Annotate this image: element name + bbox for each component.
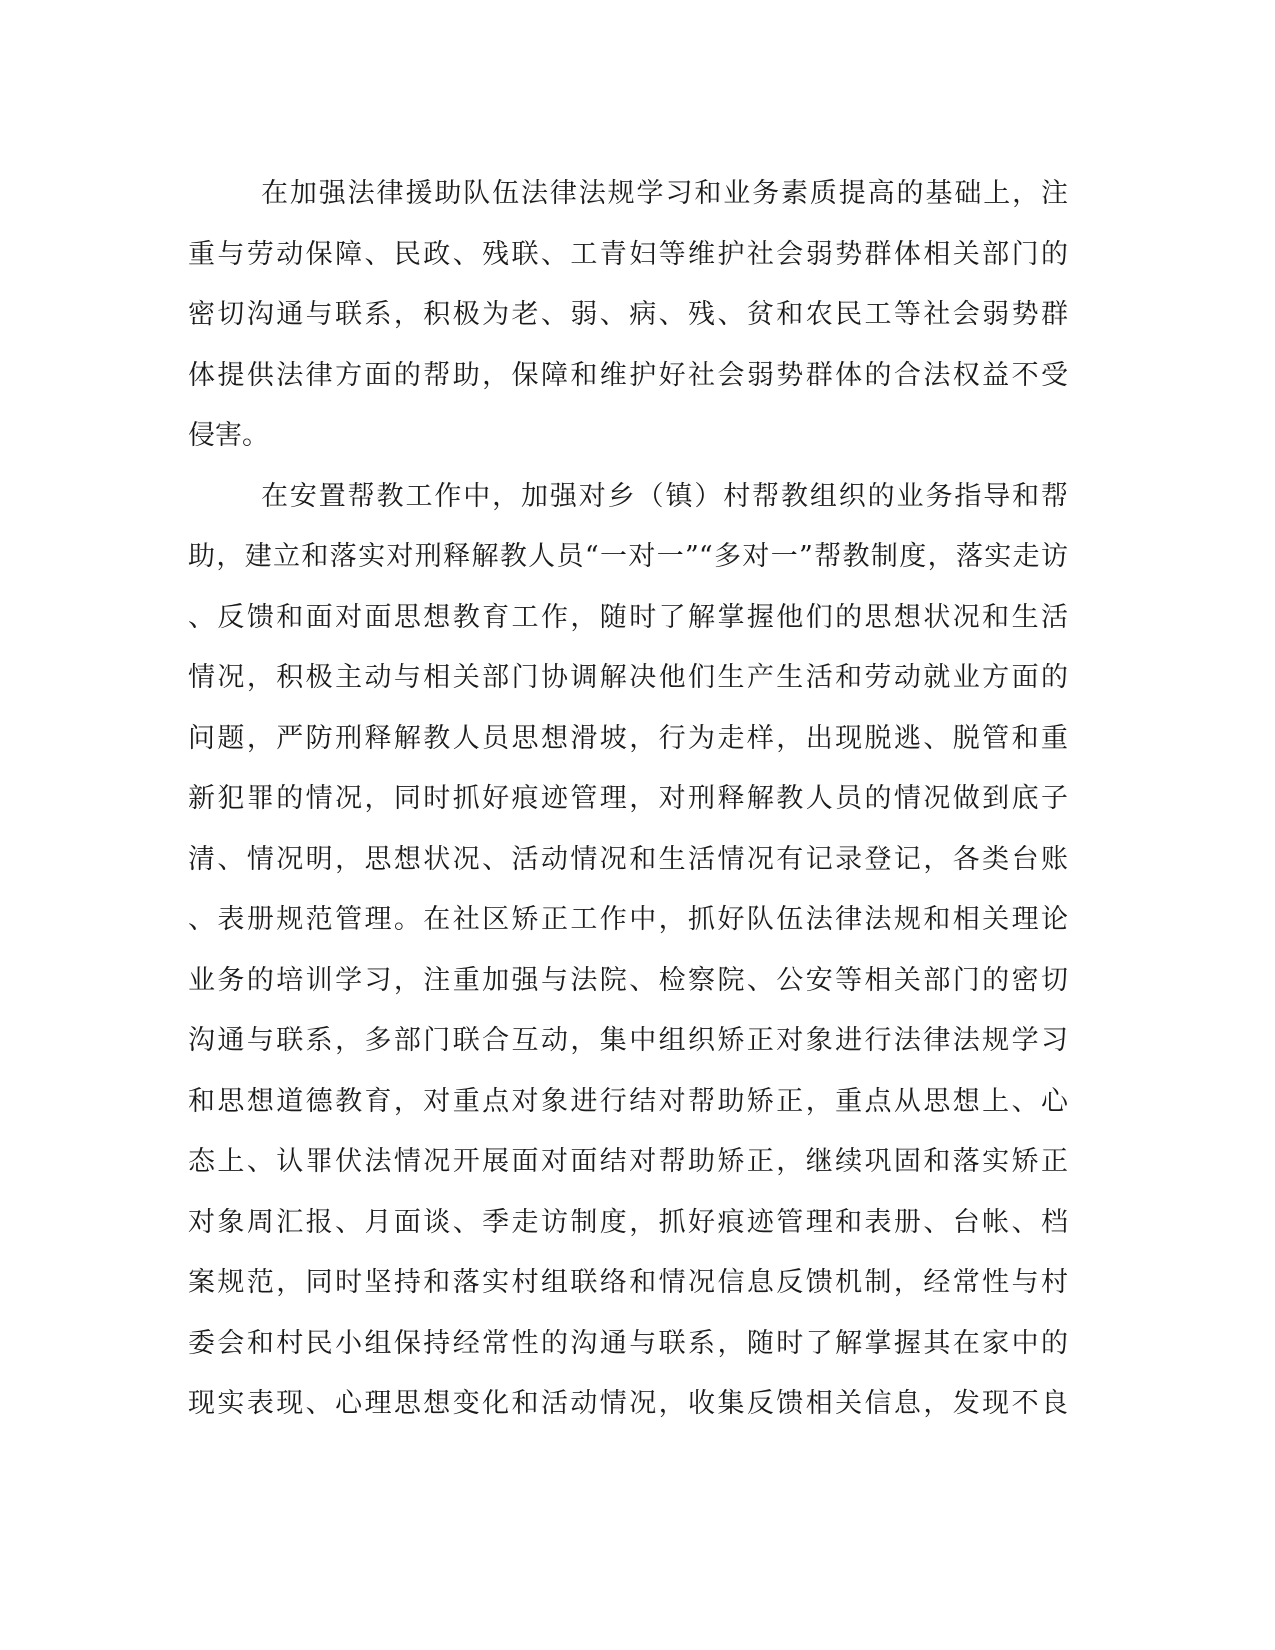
paragraph-line: 情况，积极主动与相关部门协调解决他们生产生活和劳动就业方面的 — [188, 662, 1068, 693]
document-body — [188, 164, 1068, 1435]
paragraph-line: 委会和村民小组保持经常性的沟通与联系，随时了解掌握其在家中的 — [188, 1327, 1068, 1359]
paragraph-resettlement — [188, 467, 1068, 1435]
paragraph-legal-aid — [188, 164, 1068, 467]
paragraph-line: 态上、认罪伏法情况开展面对面结对帮助矫正，继续巩固和落实矫正 — [188, 1146, 1068, 1177]
paragraph-line: 、反馈和面对面思想教育工作，随时了解掌握他们的思想状况和生活 — [188, 601, 1068, 633]
paragraph-line: 新犯罪的情况，同时抓好痕迹管理，对刑释解教人员的情况做到底子 — [188, 783, 1068, 814]
paragraph-line: 重与劳动保障、民政、残联、工青妇等维护社会弱势群体相关部门的 — [188, 238, 1068, 270]
paragraph-line: 密切沟通与联系，积极为老、弱、病、残、贫和农民工等社会弱势群 — [188, 299, 1068, 330]
paragraph-line: 体提供法律方面的帮助，保障和维护好社会弱势群体的合法权益不受 — [188, 359, 1068, 391]
paragraph-line: 侵害。 — [188, 420, 269, 451]
paragraph-line: 、表册规范管理。在社区矫正工作中，抓好队伍法律法规和相关理论 — [188, 904, 1068, 935]
paragraph-line: 对象周汇报、月面谈、季走访制度，抓好痕迹管理和表册、台帐、档 — [188, 1206, 1068, 1238]
paragraph-line: 在安置帮教工作中，加强对乡（镇）村帮教组织的业务指导和帮 — [261, 480, 1068, 512]
paragraph-line: 清、情况明，思想状况、活动情况和生活情况有记录登记，各类台账 — [188, 843, 1068, 875]
paragraph-line: 现实表现、心理思想变化和活动情况，收集反馈相关信息，发现不良 — [188, 1388, 1068, 1419]
paragraph-line: 和思想道德教育，对重点对象进行结对帮助矫正，重点从思想上、心 — [188, 1085, 1068, 1117]
paragraph-line: 助，建立和落实对刑释解教人员“一对一”“多对一”帮教制度，落实走访 — [188, 541, 1068, 572]
paragraph-line: 沟通与联系，多部门联合互动，集中组织矫正对象进行法律法规学习 — [188, 1025, 1068, 1056]
paragraph-line: 案规范，同时坚持和落实村组联络和情况信息反馈机制，经常性与村 — [188, 1267, 1068, 1298]
paragraph-line: 在加强法律援助队伍法律法规学习和业务素质提高的基础上，注 — [261, 178, 1068, 209]
paragraph-line: 问题，严防刑释解教人员思想滑坡，行为走样，出现脱逃、脱管和重 — [188, 722, 1068, 754]
paragraph-line: 业务的培训学习，注重加强与法院、检察院、公安等相关部门的密切 — [188, 964, 1068, 996]
